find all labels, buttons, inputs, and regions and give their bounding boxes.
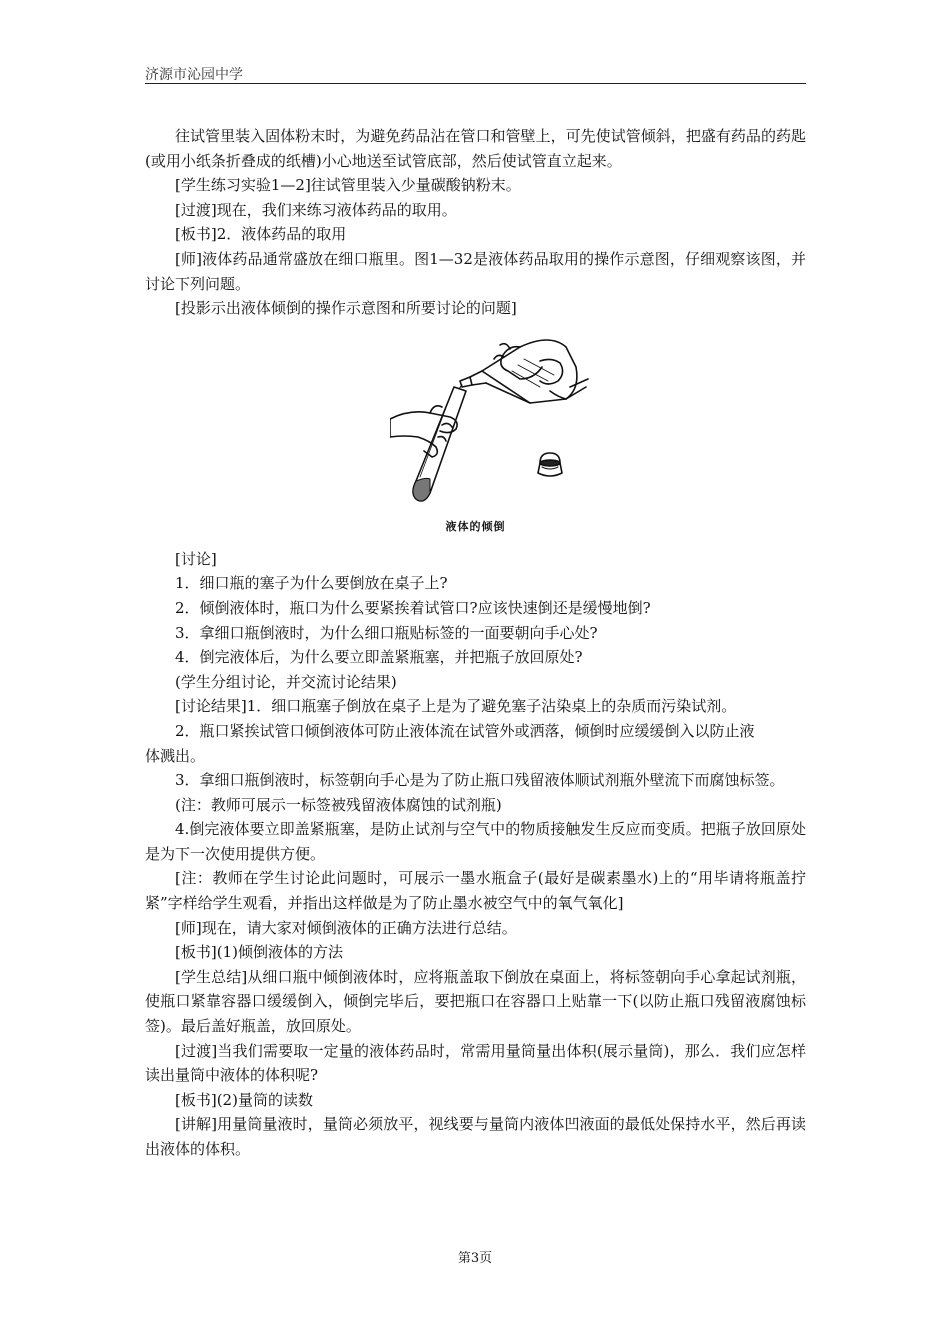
paragraph: 往试管里装入固体粉末时，为避免药品沾在管口和管壁上，可先使试管倾斜，把盛有药品的药匙(或用小纸条折叠成的纸槽)小心地送至试管底部，然后使试管直立起来。 <box>145 127 806 170</box>
header-rule <box>145 83 806 84</box>
paragraph: [过渡]当我们需要取一定量的液体药品时，常需用量筒量出体积(展示量筒)，那么．我们应怎样读出量筒中液体的体积呢? <box>145 1041 806 1085</box>
pouring-illustration <box>390 327 590 509</box>
paragraph: [过渡]现在，我们来练习液体药品的取用。 <box>175 200 457 219</box>
paragraph: [投影示出液体倾倒的操作示意图和所要讨论的问题] <box>175 299 517 318</box>
paragraph: [学生练习实验1—2]往试管里装入少量碳酸钠粉末。 <box>175 176 521 195</box>
paragraph: 2．倾倒液体时，瓶口为什么要紧挨着试管口?应该快速倒还是缓慢地倒? <box>175 598 651 617</box>
paragraph: 1．细口瓶的塞子为什么要倒放在桌子上? <box>175 574 448 593</box>
paragraph: 4.倒完液体要立即盖紧瓶塞，是防止试剂与空气中的物质接触发生反应而变质。把瓶子放回原处是为下一次使用提供方便。 <box>145 820 806 863</box>
paragraph: [讨论结果]1．细口瓶塞子倒放在桌子上是为了避免塞子沾染桌上的杂质而污染试剂。 <box>175 697 737 716</box>
paragraph: [板书](1)倾倒液体的方法 <box>175 943 343 962</box>
paragraph: [注：教师在学生讨论此问题时，可展示一墨水瓶盒子(最好是碳素墨水)上的“用毕请将瓶盖拧紧”字样给学生观看，并指出这样做是为了防止墨水被空气中的氧气氧化] <box>145 869 806 913</box>
paragraph: 3．拿细口瓶倒液时，标签朝向手心是为了防止瓶口残留液体顺试剂瓶外壁流下而腐蚀标签。 <box>175 771 785 790</box>
paragraph: [板书](2)量筒的读数 <box>175 1090 313 1109</box>
paragraph: (注：教师可展示一标签被残留液体腐蚀的试剂瓶) <box>175 795 502 814</box>
paragraph: [师]现在，请大家对倾倒液体的正确方法进行总结。 <box>175 918 517 937</box>
school-name: 济源市沁园中学 <box>145 67 243 83</box>
paragraph: [学生总结]从细口瓶中倾倒液体时，应将瓶盖取下倒放在桌面上，将标签朝向手心拿起试剂瓶，使瓶口紧靠容器口缓缓倒入，倾倒完毕后，要把瓶口在容器口上贴靠一下(以防止瓶口残留液腐蚀标签)。最后盖好瓶盖，放回原处。 <box>145 967 806 1036</box>
paragraph: 2．瓶口紧挨试管口倾倒液体可防止液体流在试管外或洒落，倾倒时应缓缓倒入以防止液 <box>175 721 755 740</box>
paragraph: 体溅出。 <box>145 746 206 765</box>
paragraph: [讨论] <box>175 549 217 568</box>
paragraph: [师]液体药品通常盛放在细口瓶里。图1—32是液体药品取用的操作示意图，仔细观察该图，并讨论下列问题。 <box>145 249 806 293</box>
paragraph: 3．拿细口瓶倒液时，为什么细口瓶贴标签的一面要朝向手心处? <box>175 623 598 642</box>
paragraph: [讲解]用量筒量液时，量筒必须放平，视线要与量筒内液体凹液面的最低处保持水平，然后再读出液体的体积。 <box>145 1115 806 1158</box>
paragraph: 4．倒完液体后，为什么要立即盖紧瓶塞，并把瓶子放回原处? <box>175 648 583 667</box>
page-header <box>145 64 806 84</box>
page-number: 第3页 <box>457 1251 493 1266</box>
paragraph: (学生分组讨论，并交流讨论结果) <box>175 672 397 691</box>
paragraph: [板书]2．液体药品的取用 <box>175 225 347 244</box>
figure-caption: 液体的倾倒 <box>445 519 506 533</box>
body-text <box>145 124 806 1162</box>
page-footer <box>0 1247 950 1266</box>
figure-liquid-pouring <box>145 321 806 547</box>
